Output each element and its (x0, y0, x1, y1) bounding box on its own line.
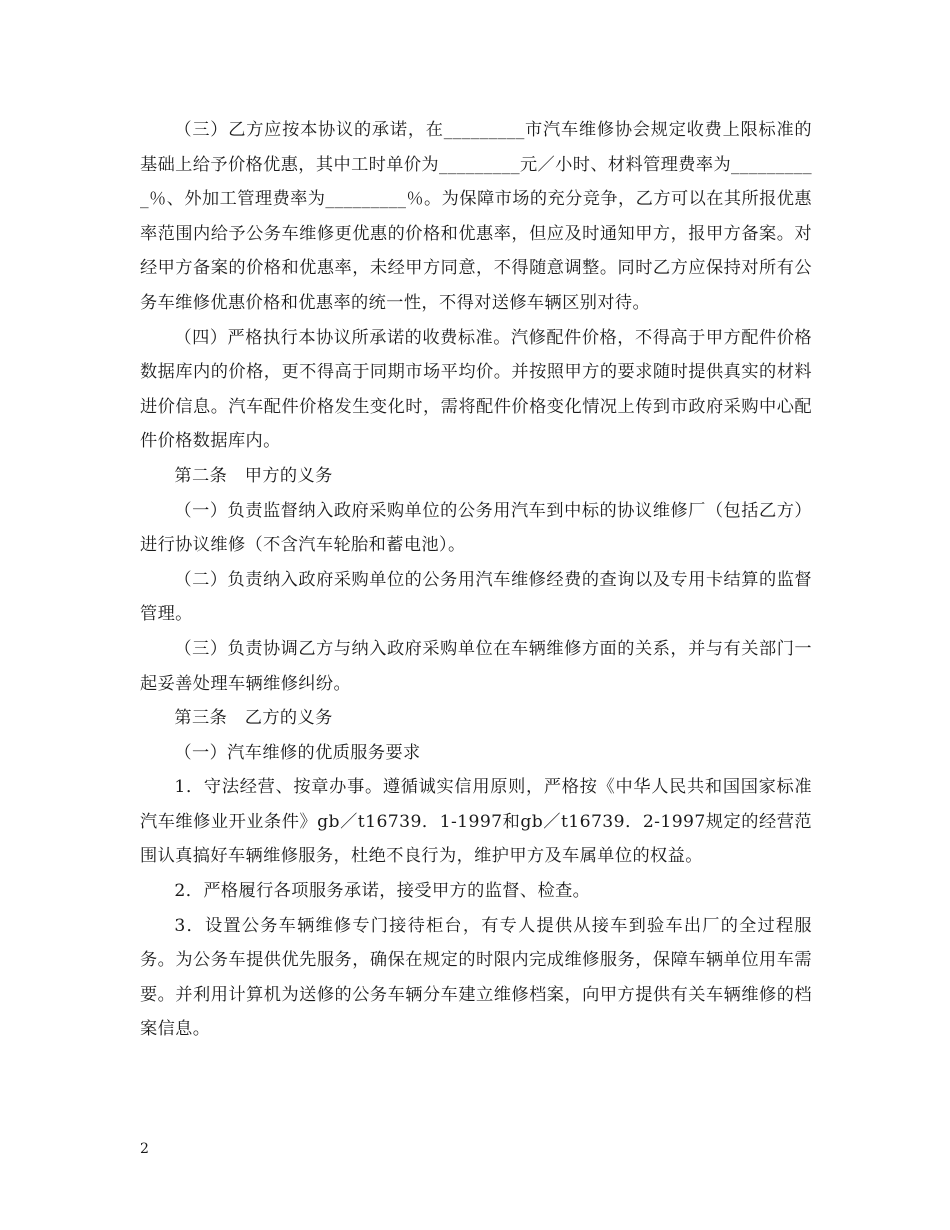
article-3-heading: 第三条 乙方的义务 (174, 708, 333, 729)
page-number: 2 (140, 1141, 149, 1157)
paragraph-supervise-repair: （一）负责监督纳入政府采购单位的公务用汽车到中标的协议维修厂（包括乙方）进行协议维修（不含汽车轮胎和蓄电池）。 (140, 500, 812, 556)
paragraph-lawful-operation: 1．守法经营、按章办事。遵循诚实信用原则，严格按《中华人民共和国国家标准汽车维修业开业条件》gb／t16739．1-1997和gb／t16739．2-1997规定的经营范围认真搞好车辆维修服务，杜绝不良行为，维护甲方及车属单位的权益。 (140, 777, 812, 867)
paragraph-fee-standard: （四）严格执行本协议所承诺的收费标准。汽修配件价格，不得高于甲方配件价格数据库内的价格，更不得高于同期市场平均价。并按照甲方的要求随时提供真实的材料进价信息。汽车配件价格发生变化时，需将配件价格变化情况上传到市政府采购中心配件价格数据库内。 (140, 327, 812, 452)
paragraph-reception-counter: 3．设置公务车辆维修专门接待柜台，有专人提供从接车到验车出厂的全过程服务。为公务车提供优先服务，确保在规定的时限内完成维修服务，保障车辆单位用车需要。并利用计算机为送修的公务车辆分车建立维修档案，向甲方提供有关车辆维修的档案信息。 (140, 915, 812, 1040)
paragraph-quality-service: （一）汽车维修的优质服务要求 (174, 742, 421, 763)
paragraph-coordinate-disputes: （三）负责协调乙方与纳入政府采购单位在车辆维修方面的关系，并与有关部门一起妥善处理车辆维修纠纷。 (140, 638, 812, 694)
article-2-heading: 第二条 甲方的义务 (174, 465, 333, 486)
document-body (140, 113, 812, 1047)
paragraph-expense-query: （二）负责纳入政府采购单位的公务用汽车维修经费的查询以及专用卡结算的监督管理。 (140, 569, 812, 625)
paragraph-pricing-discount: （三）乙方应按本协议的承诺，在_________市汽车维修协会规定收费上限标准的基础上给予价格优惠，其中工时单价为_________元／小时、材料管理费率为__________％、外加工管理费率为_________％。为保障市场的充分竞争，乙方可以在其所报优惠率范围内给予公务车维修更优惠的价格和优惠率，但应及时通知甲方，报甲方备案。对经甲方备案的价格和优惠率，未经甲方同意，不得随意调整。同时乙方应保持对所有公务车维修优惠价格和优惠率的统一性，不得对送修车辆区别对待。 (140, 120, 812, 313)
paragraph-service-commitment: 2．严格履行各项服务承诺，接受甲方的监督、检查。 (174, 881, 591, 902)
